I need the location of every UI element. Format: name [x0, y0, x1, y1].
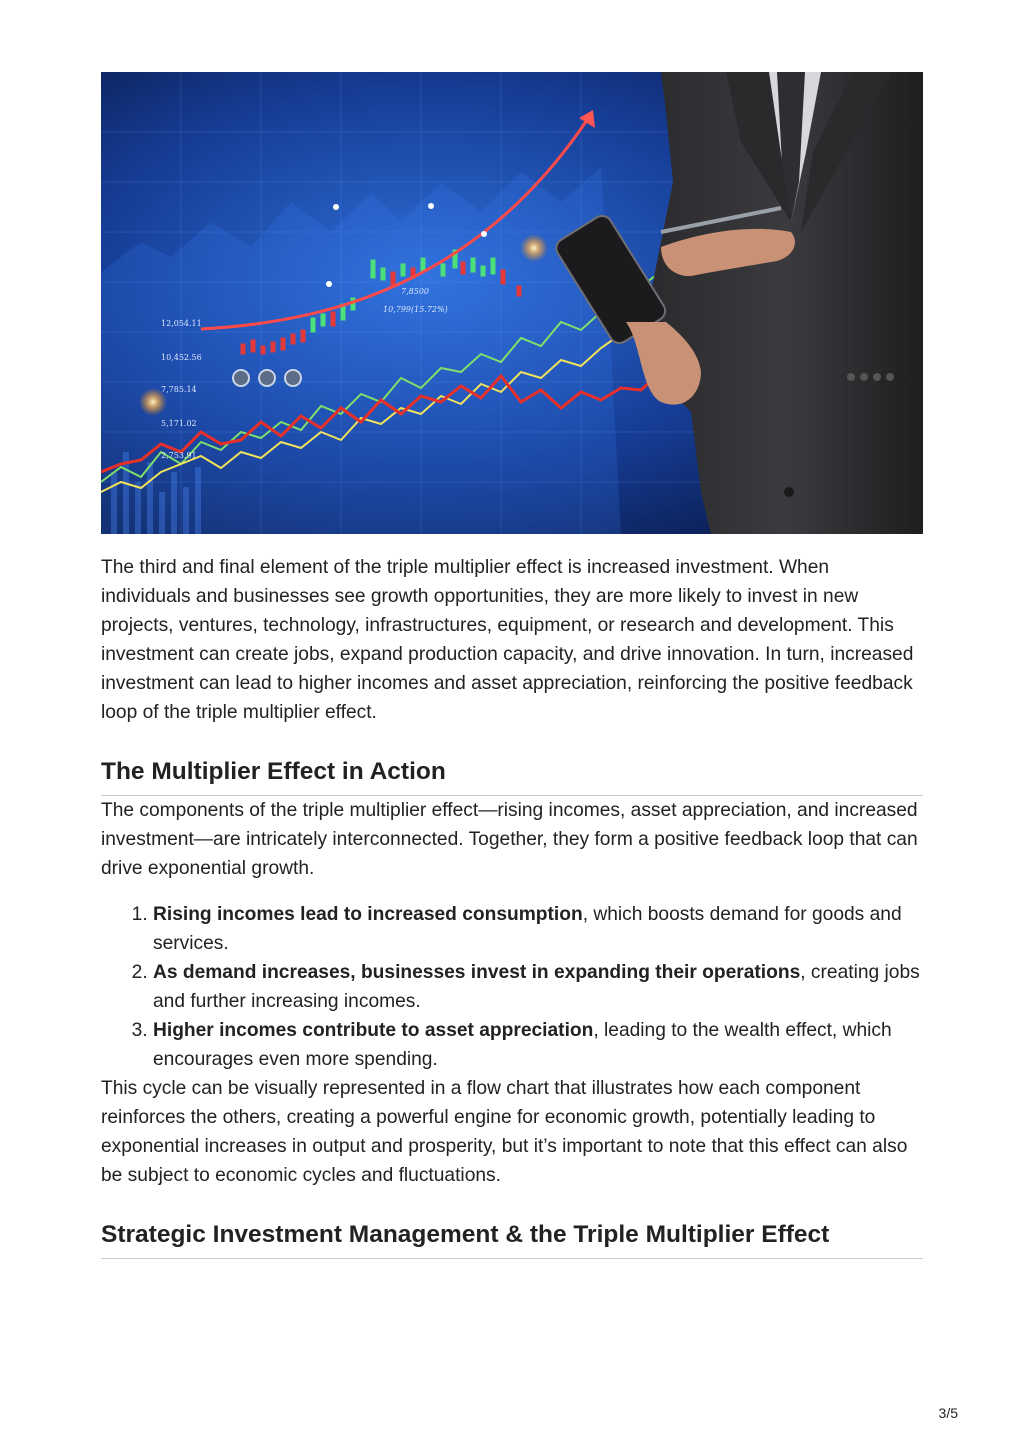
- chart-tick-label: 10,452.56: [161, 353, 202, 362]
- intro-paragraph: The third and final element of the triple multiplier effect is increased investment. When individuals and businesses see growth opportunities, they are more likely to invest in new projects, ventures, technology, infrastructures, equipment, or research and development. This investment can create jobs, expand production capacity, and drive innovation. In turn, increased investment can lead to higher incomes and asset appreciation, reinforcing the positive feedback loop of the triple multiplier effect.: [101, 557, 914, 723]
- chart-tick-label: 12,054.11: [161, 319, 202, 328]
- chart-tick-label: 5,171.02: [161, 419, 197, 428]
- list-item-text: , which boosts demand for goods and services.: [153, 904, 902, 954]
- steps-list: [101, 900, 923, 1074]
- chart-price-label: 7,8500: [401, 287, 429, 296]
- page-number: 3/5: [938, 1405, 958, 1421]
- cycle-paragraph: This cycle can be visually represented in a flow chart that illustrates how each component reinforces the others, creating a powerful engine for economic growth, potentially leading to exponential increases in output and prosperity, but it’s important to note that this effect can also be subject to economic cycles and fluctuations.: [101, 1078, 908, 1186]
- list-item-bold: Higher incomes contribute to asset appreciation: [153, 1020, 594, 1041]
- components-paragraph: The components of the triple multiplier effect—rising incomes, asset appreciation, and increased investment—are intricately interconnected. Together, they form a positive feedback loop that can drive exponential growth.: [101, 800, 918, 879]
- chart-tick-label: 7,785.14: [161, 385, 197, 394]
- list-item-text: , creating jobs and further increasing incomes.: [153, 962, 920, 1012]
- stock-market-illustration: [101, 72, 923, 534]
- list-item: [153, 958, 923, 1016]
- list-item-bold: Rising incomes lead to increased consumption: [153, 904, 583, 925]
- section-heading-strategic-investment: Strategic Investment Management & the Triple Multiplier Effect: [101, 1220, 923, 1259]
- list-item: [153, 1016, 923, 1074]
- article-body: [101, 553, 923, 1259]
- hero-image: [101, 72, 923, 534]
- list-item: [153, 900, 923, 958]
- section-heading-multiplier-action: The Multiplier Effect in Action: [101, 757, 923, 796]
- list-item-bold: As demand increases, businesses invest in expanding their operations: [153, 962, 801, 983]
- list-item-text: , leading to the wealth effect, which encourages even more spending.: [153, 1020, 892, 1070]
- chart-change-label: 10,799(15.72%): [383, 305, 448, 314]
- chart-tick-label: 2,753.91: [161, 451, 197, 460]
